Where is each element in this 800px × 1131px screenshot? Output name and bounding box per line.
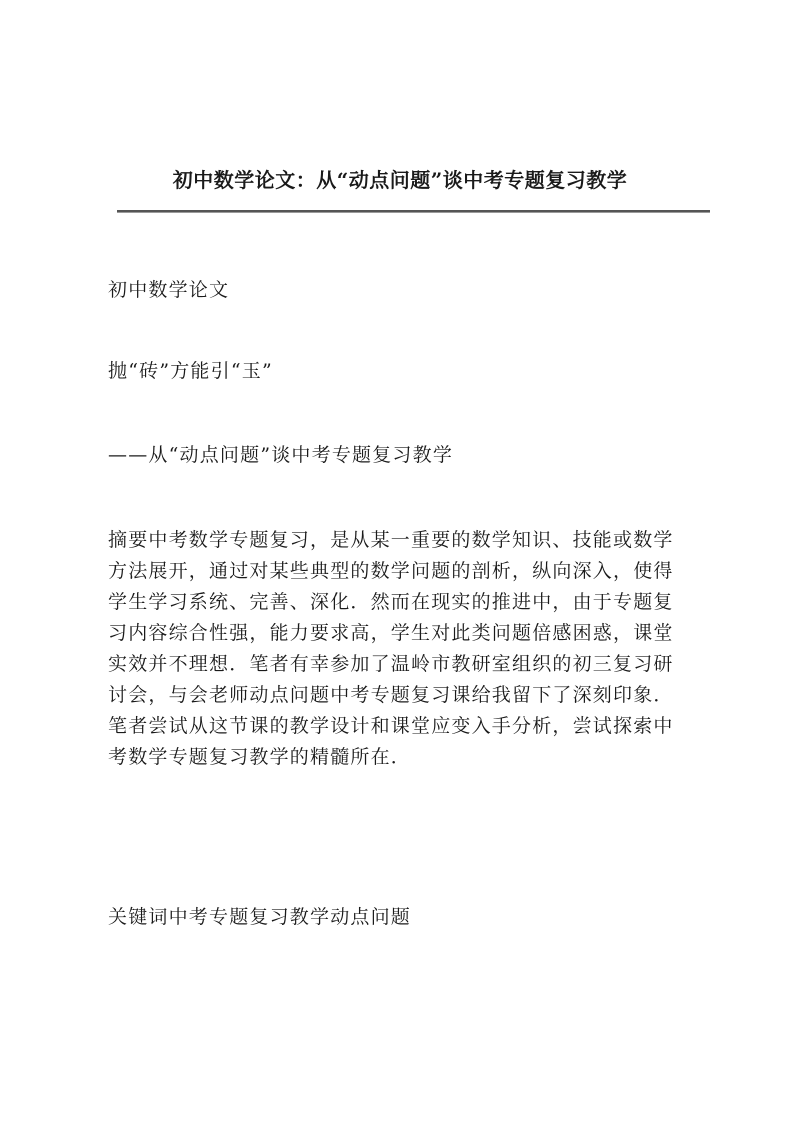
abstract-line: 实效并不理想．笔者有幸参加了温岭市教研室组织的初三复习研 — [108, 653, 674, 675]
sub-heading: ——从“动点问题”谈中考专题复习教学 — [108, 444, 454, 466]
abstract-paragraph — [108, 525, 713, 773]
keywords-line: 关键词中考专题复习教学动点问题 — [108, 906, 412, 928]
abstract-line: 笔者尝试从这节课的教学设计和课堂应变入手分析，尝试探索中 — [108, 715, 674, 737]
abstract-line: 考数学专题复习教学的精髓所在． — [108, 746, 412, 768]
title-divider — [117, 210, 710, 213]
abstract-line: 讨会，与会老师动点问题中考专题复习课给我留下了深刻印象． — [108, 684, 674, 706]
abstract-line: 摘要中考数学专题复习，是从某一重要的数学知识、技能或数学 — [108, 529, 674, 551]
abstract-line: 习内容综合性强，能力要求高，学生对此类问题倍感困惑，课堂 — [108, 622, 674, 644]
abstract-line: 方法展开，通过对某些典型的数学问题的剖析，纵向深入，使得 — [108, 560, 674, 582]
document-title: 初中数学论文：从“动点问题”谈中考专题复习教学 — [172, 168, 628, 192]
abstract-line: 学生学习系统、完善、深化．然而在现实的推进中，由于专题复 — [108, 591, 674, 613]
category-heading: 初中数学论文 — [108, 279, 230, 301]
main-heading: 抛“砖”方能引“玉” — [108, 360, 273, 382]
